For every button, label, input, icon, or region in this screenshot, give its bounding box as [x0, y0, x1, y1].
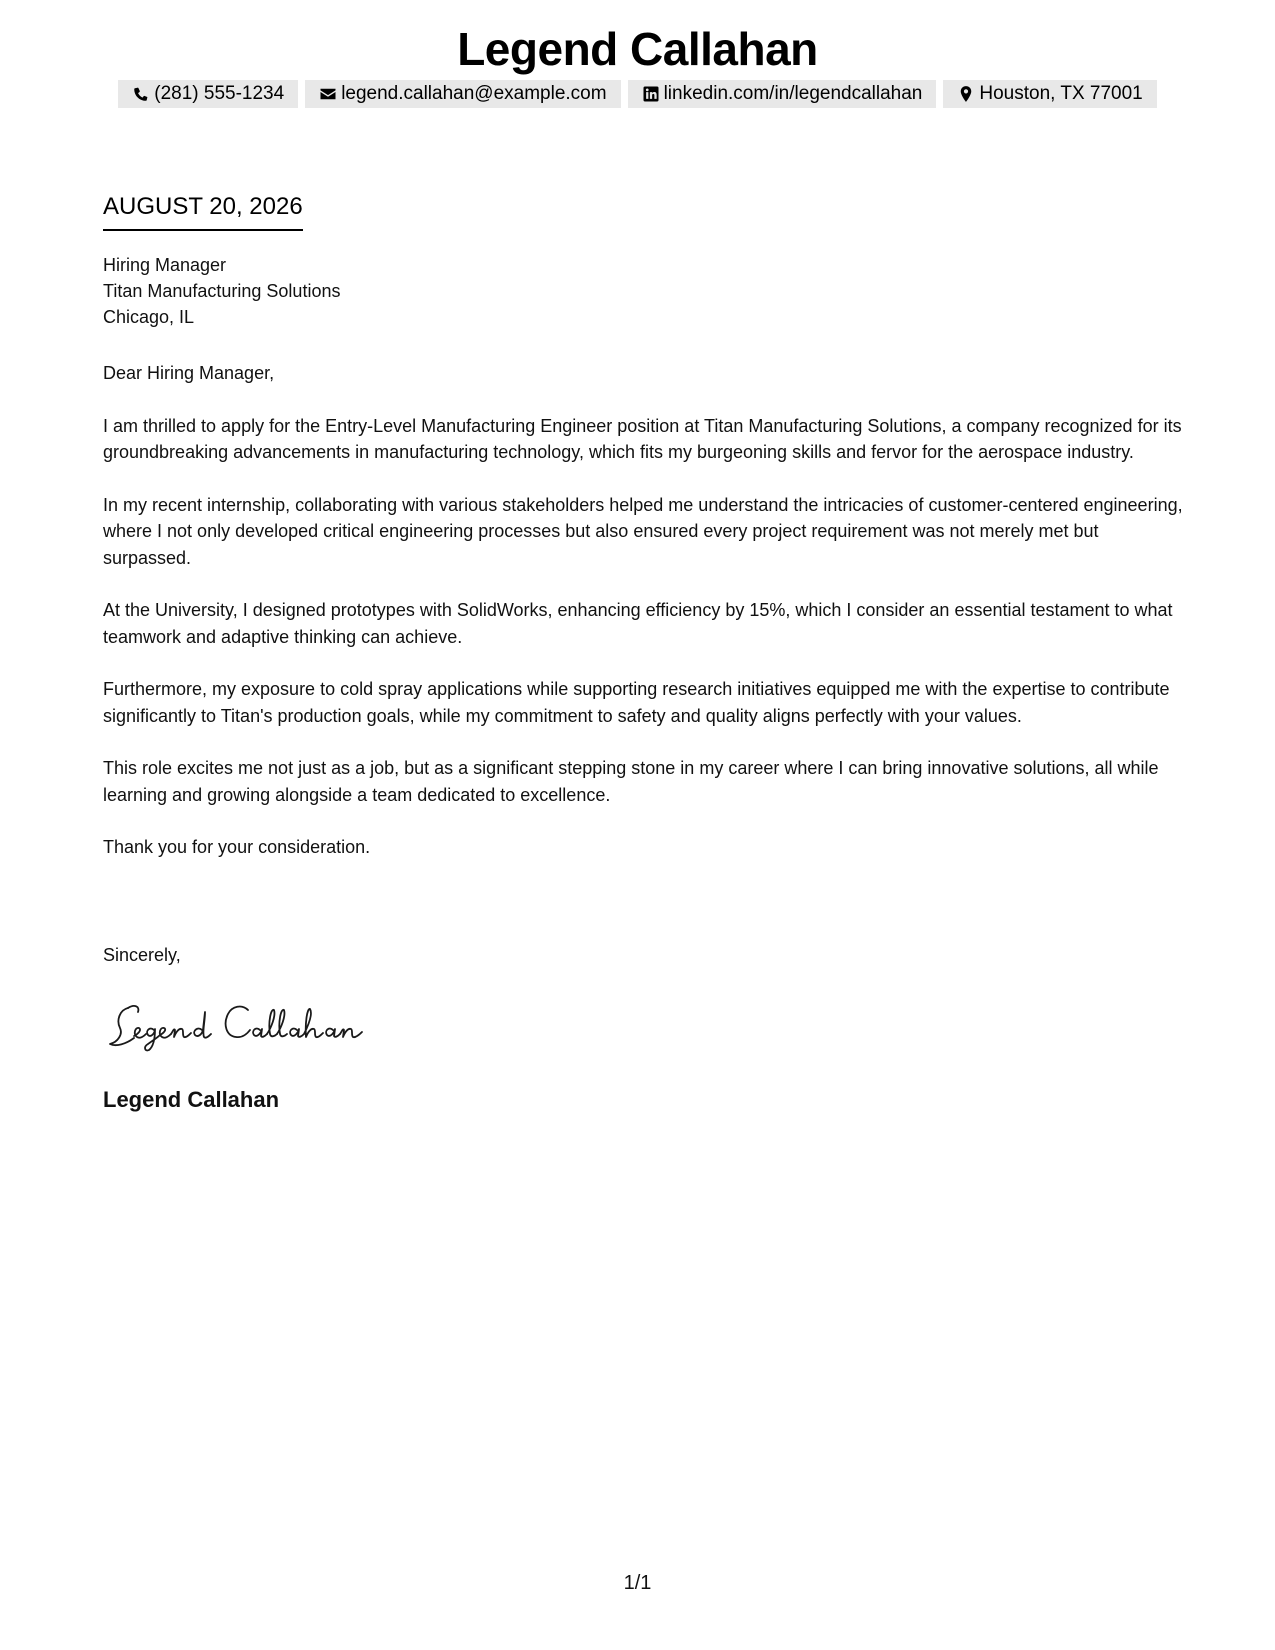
contact-bar: [0, 80, 1275, 108]
applicant-name-heading: Legend Callahan: [457, 23, 818, 75]
email-text: legend.callahan@example.com: [341, 83, 607, 104]
contact-phone: [118, 80, 298, 108]
body-paragraph: Furthermore, my exposure to cold spray applications while supporting research initiatives equipped me with the expertise to contribute significantly to Titan's production goals, while my commitment to safety and quality aligns perfectly with your values.: [103, 679, 1170, 726]
phone-icon: [132, 85, 150, 103]
phone-text: (281) 555-1234: [154, 83, 285, 104]
contact-location: [943, 80, 1156, 108]
salutation: Dear Hiring Manager,: [103, 363, 275, 383]
letter-date: AUGUST 20, 2026: [103, 192, 303, 231]
envelope-icon: [319, 85, 337, 103]
linkedin-icon: [642, 85, 660, 103]
page-indicator: 1/1: [623, 1572, 652, 1594]
linkedin-text: linkedin.com/in/legendcallahan: [663, 83, 923, 104]
body-paragraph: Thank you for your consideration.: [103, 837, 371, 857]
recipient-city: Chicago, IL: [103, 307, 195, 327]
body-paragraph: I am thrilled to apply for the Entry-Level Manufacturing Engineer position at Titan Manufacturing Solutions, a company recognized for its groundbreaking advancements in manufacturing technology, which fits my burgeoning skills and fervor for the aerospace industry.: [103, 415, 1182, 462]
body-paragraph: In my recent internship, collaborating with various stakeholders helped me understand the intricacies of customer-centered engineering, where I not only developed critical engineering processes but also ensured every project requirement was not merely met but surpassed.: [103, 494, 1183, 568]
closing: Sincerely,: [103, 945, 181, 965]
recipient-company: Titan Manufacturing Solutions: [103, 281, 341, 301]
body-paragraph: At the University, I designed prototypes with SolidWorks, enhancing efficiency by 15%, which I consider an essential testament to what teamwork and adaptive thinking can achieve.: [103, 600, 1173, 647]
map-pin-icon: [957, 85, 975, 103]
handwritten-signature: [108, 994, 368, 1054]
recipient-block: [103, 252, 340, 330]
date-block: [103, 192, 303, 231]
contact-email: [305, 80, 620, 108]
letter-body: [103, 360, 1183, 887]
sender-name: Legend Callahan: [103, 1087, 280, 1112]
body-paragraph: This role excites me not just as a job, but as a significant stepping stone in my career where I can bring innovative solutions, all while learning and growing alongside a team dedicated to excellence.: [103, 758, 1159, 805]
contact-linkedin: [628, 80, 937, 108]
recipient-title: Hiring Manager: [103, 255, 227, 275]
location-text: Houston, TX 77001: [979, 83, 1143, 104]
